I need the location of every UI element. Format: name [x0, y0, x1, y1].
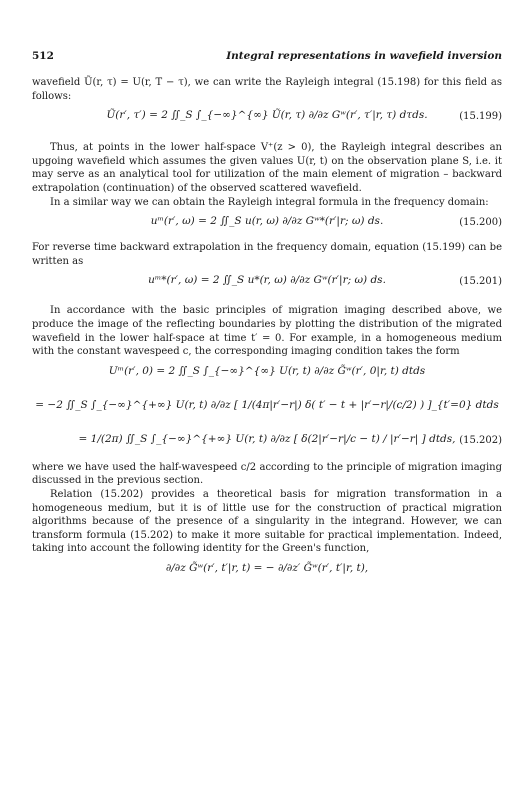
running-title: Integral representations in wavefield inversion [226, 50, 502, 62]
equation-15-200 [32, 209, 502, 241]
equation-15-202-line-2 [32, 393, 502, 427]
equation-number: (15.201) [459, 276, 502, 288]
running-header [32, 50, 502, 62]
paragraph-6: where we have used the half-wavespeed c/2 according to the principle of migration imaging discussed in the previous section. [32, 461, 502, 487]
equation-number: (15.200) [459, 217, 502, 229]
equation-number: (15.199) [459, 111, 502, 123]
equation-body: ∂/∂z G̃ʷ(r′, t′|r, t) = − ∂/∂z′ G̃ʷ(r′, t′|r, t), [165, 561, 369, 574]
paragraph-3: In a similar way we can obtain the Rayleigh integral formula in the frequency domain: [50, 196, 489, 208]
paragraph-4: For reverse time backward extrapolation in the frequency domain, equation (15.199) can be written as [32, 242, 502, 267]
equation-body: = −2 ∬_S ∫_{−∞}^{+∞} U(r, t) ∂/∂z [ 1/(4π|r′−r|) δ( t′ − t + |r′−r|/(c/2) ) ]_{t′=0} dtds [35, 398, 499, 411]
page-number: 512 [32, 50, 54, 62]
page [32, 50, 502, 590]
equation-greens-identity [32, 556, 502, 590]
paragraph-1: wavefield Ũ(r, τ) = U(r, T − τ), we can write the Rayleigh integral (15.198) for this field as follows: [32, 77, 502, 102]
equation-15-201 [32, 268, 502, 304]
paragraph-5: In accordance with the basic principles of migration imaging described above, we produce the image of the reflecting boundaries by plotting the distribution of the migrated wavefield in the lower half-space at time t′ = 0. For example, in a homogeneous medium with the constant wavespeed c, the corresponding imaging condition takes the form [32, 305, 502, 358]
equation-body: Uᵐ(r′, 0) = 2 ∬_S ∫_{−∞}^{∞} U(r, t) ∂/∂z G̃ʷ(r′, 0|r, t) dtds [108, 364, 426, 377]
paragraph-7: Relation (15.202) provides a theoretical basis for migration transformation in a homogeneous medium, but it is of little use for the construction of practical migration algorithms because of the presence of a singularity in the integrand. However, we can transform formula (15.202) to make it more suitable for practical implementation. Indeed, taking into account the following identity for the Green's function, [32, 488, 502, 555]
equation-number: (15.202) [459, 434, 502, 446]
equation-body: Ũ(r′, τ′) = 2 ∬_S ∫_{−∞}^{∞} Ũ(r, τ) ∂/∂z Gʷ(r′, τ′|r, τ) dτds. [106, 109, 428, 122]
equation-body: uᵐ*(r′, ω) = 2 ∬_S u*(r, ω) ∂/∂z Gʷ(r′|r; ω) ds. [148, 274, 386, 287]
equation-15-202-line-3 [32, 427, 502, 461]
paragraph-2: Thus, at points in the lower half-space V⁺(z > 0), the Rayleigh integral describes an upgoing wavefield which assumes the given values U(r, t) on the observation plane S, i.e. it may serve as an analytical tool for utilization of the main element of migration – backward extrapolation (continuation) of the observed scattered wavefield. [32, 142, 502, 194]
equation-body: uᵐ(r′, ω) = 2 ∬_S u(r, ω) ∂/∂z Gʷ*(r′|r; ω) ds. [150, 215, 384, 228]
equation-15-199 [32, 103, 502, 141]
equation-15-202-line-1 [32, 359, 502, 393]
equation-body: = 1/(2π) ∬_S ∫_{−∞}^{+∞} U(r, t) ∂/∂z [ δ(2|r′−r|/c − t) / |r′−r| ] dtds, [78, 432, 456, 445]
